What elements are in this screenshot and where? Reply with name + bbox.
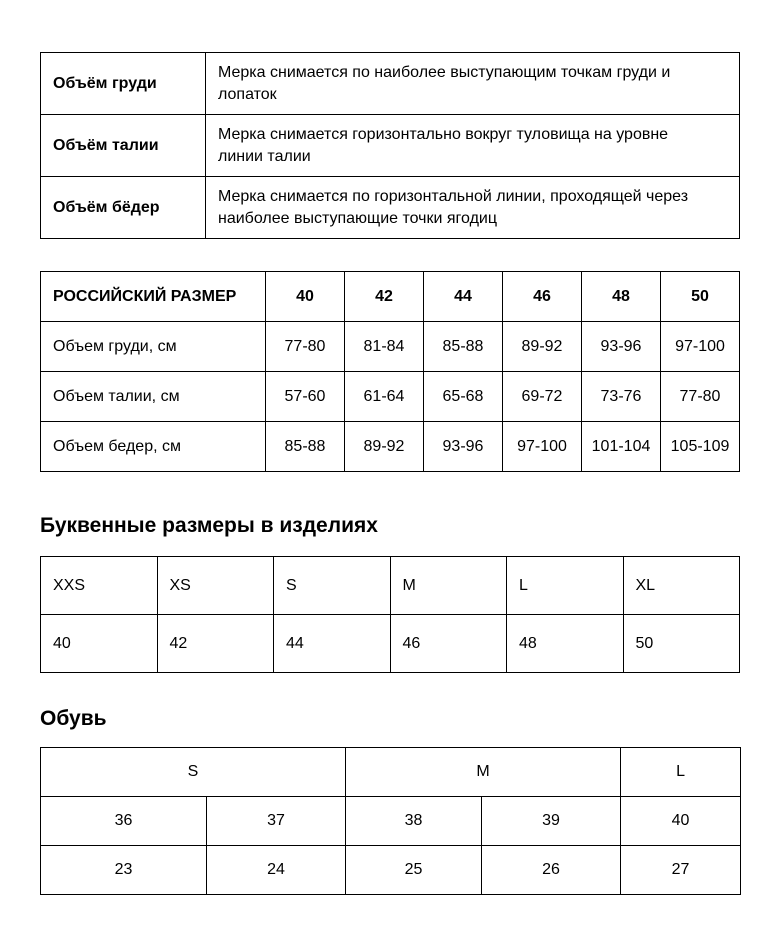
shoe-size-cm-cell: 25 <box>346 846 482 895</box>
size-column-header: 48 <box>582 272 661 322</box>
size-range-cell: 73-76 <box>582 372 661 422</box>
size-range-cell: 81-84 <box>345 322 424 372</box>
shoe-group-header: L <box>621 748 741 797</box>
letter-size-cell: XS <box>157 557 274 615</box>
letter-size-table <box>40 556 740 673</box>
shoe-size-cm-cell: 26 <box>482 846 621 895</box>
letter-size-cell: S <box>274 557 391 615</box>
measurement-name: Объём бёдер <box>41 177 206 239</box>
size-range-cell: 65-68 <box>424 372 503 422</box>
numeric-size-cell: 42 <box>157 615 274 673</box>
size-column-header: 42 <box>345 272 424 322</box>
size-column-header: 50 <box>661 272 740 322</box>
size-range-cell: 85-88 <box>266 422 345 472</box>
table-row <box>41 177 740 239</box>
table-row <box>41 53 740 115</box>
measurement-definitions-table <box>40 52 740 239</box>
shoe-group-header: M <box>346 748 621 797</box>
shoe-size-cm-cell: 23 <box>41 846 207 895</box>
letter-size-cell: L <box>507 557 624 615</box>
shoe-size-eu-cell: 36 <box>41 797 207 846</box>
size-range-cell: 69-72 <box>503 372 582 422</box>
shoe-group-header: S <box>41 748 346 797</box>
russian-size-table <box>40 271 740 472</box>
table-row <box>41 846 741 895</box>
measurement-description: Мерка снимается по горизонтальной линии, проходящей через наиболее выступающие точки ягодиц <box>206 177 740 239</box>
measure-row-label: Объем талии, см <box>41 372 266 422</box>
size-range-cell: 89-92 <box>345 422 424 472</box>
table-row <box>41 272 740 322</box>
measure-row-label: Объем груди, см <box>41 322 266 372</box>
shoe-size-eu-cell: 37 <box>207 797 346 846</box>
shoe-size-eu-cell: 39 <box>482 797 621 846</box>
table-row <box>41 322 740 372</box>
size-range-cell: 105-109 <box>661 422 740 472</box>
size-range-cell: 61-64 <box>345 372 424 422</box>
table-row <box>41 615 740 673</box>
numeric-size-cell: 50 <box>623 615 740 673</box>
shoe-size-cm-cell: 27 <box>621 846 741 895</box>
shoe-size-table <box>40 747 741 895</box>
measurement-description: Мерка снимается по наиболее выступающим точкам груди и лопаток <box>206 53 740 115</box>
shoes-title: Обувь <box>40 707 107 731</box>
table-row <box>41 797 741 846</box>
size-range-cell: 57-60 <box>266 372 345 422</box>
numeric-size-cell: 40 <box>41 615 158 673</box>
size-range-cell: 89-92 <box>503 322 582 372</box>
numeric-size-cell: 44 <box>274 615 391 673</box>
size-range-cell: 77-80 <box>266 322 345 372</box>
table-row <box>41 748 741 797</box>
numeric-size-cell: 46 <box>390 615 507 673</box>
shoe-size-eu-cell: 40 <box>621 797 741 846</box>
size-range-cell: 93-96 <box>424 422 503 472</box>
shoe-size-eu-cell: 38 <box>346 797 482 846</box>
size-table-title: РОССИЙСКИЙ РАЗМЕР <box>41 272 266 322</box>
measurement-name: Объём талии <box>41 115 206 177</box>
size-range-cell: 97-100 <box>661 322 740 372</box>
measurement-description: Мерка снимается горизонтально вокруг туловища на уровне линии талии <box>206 115 740 177</box>
table-row <box>41 372 740 422</box>
measurement-name: Объём груди <box>41 53 206 115</box>
numeric-size-cell: 48 <box>507 615 624 673</box>
size-range-cell: 101-104 <box>582 422 661 472</box>
size-range-cell: 77-80 <box>661 372 740 422</box>
letter-size-cell: XL <box>623 557 740 615</box>
size-column-header: 40 <box>266 272 345 322</box>
size-column-header: 46 <box>503 272 582 322</box>
letter-sizes-title: Буквенные размеры в изделиях <box>40 514 378 537</box>
letter-size-cell: XXS <box>41 557 158 615</box>
size-range-cell: 85-88 <box>424 322 503 372</box>
table-row <box>41 557 740 615</box>
shoe-size-cm-cell: 24 <box>207 846 346 895</box>
size-range-cell: 93-96 <box>582 322 661 372</box>
table-row <box>41 422 740 472</box>
table-row <box>41 115 740 177</box>
size-column-header: 44 <box>424 272 503 322</box>
letter-size-cell: M <box>390 557 507 615</box>
measure-row-label: Объем бедер, см <box>41 422 266 472</box>
size-range-cell: 97-100 <box>503 422 582 472</box>
